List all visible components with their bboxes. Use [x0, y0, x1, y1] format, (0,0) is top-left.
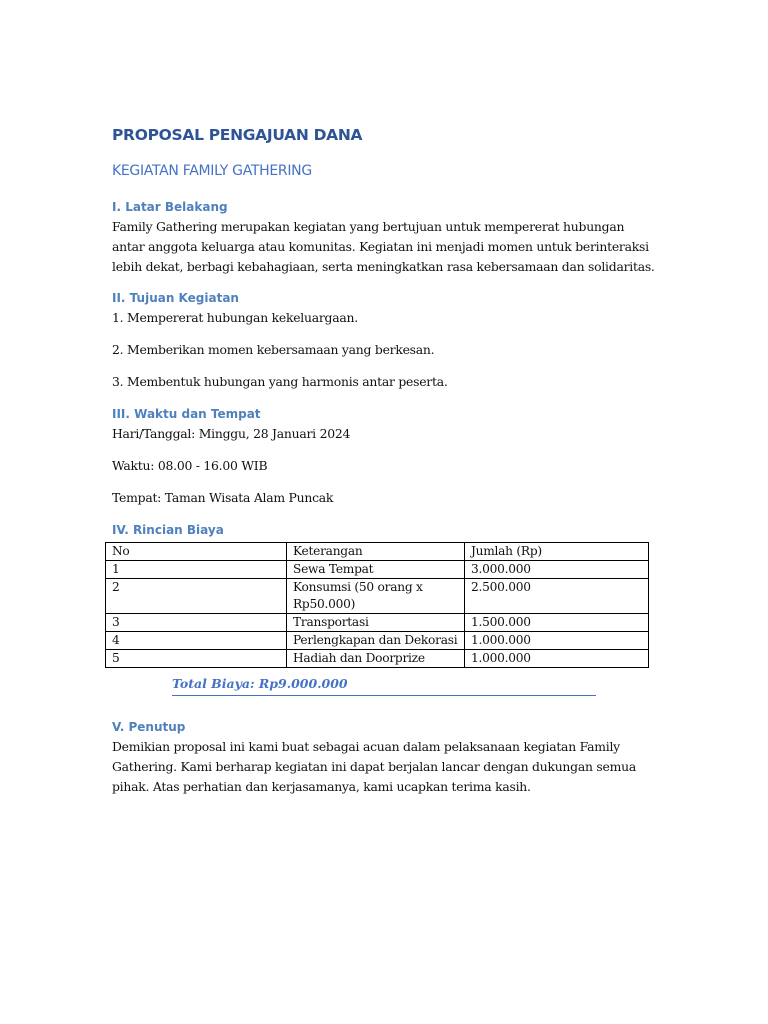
- table-row: [106, 561, 649, 579]
- table-cell: 2.500.000: [464, 579, 648, 614]
- total-cost: Total Biaya: Rp9.000.000: [172, 676, 596, 696]
- section-heading-schedule: III. Waktu dan Tempat: [112, 407, 261, 421]
- table-cell: 1: [106, 561, 287, 579]
- section-heading-closing: V. Penutup: [112, 720, 186, 734]
- table-row: [106, 579, 649, 614]
- table-row: [106, 650, 649, 668]
- table-cell: 4: [106, 632, 287, 650]
- table-cell: 5: [106, 650, 287, 668]
- document-title: PROPOSAL PENGAJUAN DANA: [112, 126, 363, 144]
- table-cell: 3: [106, 614, 287, 632]
- goal-item-2: 2. Memberikan momen kebersamaan yang berkesan.: [112, 342, 435, 357]
- goal-item-1: 1. Mempererat hubungan kekeluargaan.: [112, 310, 358, 325]
- table-header-cell: Keterangan: [287, 543, 465, 561]
- section-heading-costs: IV. Rincian Biaya: [112, 523, 224, 537]
- document-subtitle: KEGIATAN FAMILY GATHERING: [112, 163, 312, 179]
- table-cell: 1.500.000: [464, 614, 648, 632]
- table-cell: 1.000.000: [464, 632, 648, 650]
- table-header-cell: No: [106, 543, 287, 561]
- section-heading-goals: II. Tujuan Kegiatan: [112, 291, 239, 305]
- table-cell: Transportasi: [287, 614, 465, 632]
- section-heading-background: I. Latar Belakang: [112, 200, 228, 214]
- table-cell: Sewa Tempat: [287, 561, 465, 579]
- background-paragraph: Family Gathering merupakan kegiatan yang bertujuan untuk mempererat hubungan antar anggota keluarga atau komunitas. Kegiatan ini menjadi momen untuk berinteraksi lebih dekat, berbagi kebahagiaan, serta meningkatkan rasa kebersamaan dan solidaritas.: [112, 219, 655, 274]
- schedule-date: Hari/Tanggal: Minggu, 28 Januari 2024: [112, 426, 351, 441]
- table-header-row: [106, 543, 649, 561]
- table-header-cell: Jumlah (Rp): [464, 543, 648, 561]
- table-cell: 1.000.000: [464, 650, 648, 668]
- schedule-place: Tempat: Taman Wisata Alam Puncak: [112, 490, 334, 505]
- goal-item-3: 3. Membentuk hubungan yang harmonis antar peserta.: [112, 374, 448, 389]
- table-row: [106, 614, 649, 632]
- table-cell: Konsumsi (50 orang x Rp50.000): [287, 579, 465, 614]
- table-cell: Perlengkapan dan Dekorasi: [287, 632, 465, 650]
- schedule-time: Waktu: 08.00 - 16.00 WIB: [112, 458, 268, 473]
- cost-table: [105, 542, 649, 668]
- table-cell: 3.000.000: [464, 561, 648, 579]
- table-row: [106, 632, 649, 650]
- closing-paragraph: Demikian proposal ini kami buat sebagai acuan dalam pelaksanaan kegiatan Family Gathering. Kami berharap kegiatan ini dapat berjalan lancar dengan dukungan semua pihak. Atas perhatian dan kerjasamanya, kami ucapkan terima kasih.: [112, 739, 636, 794]
- table-cell: 2: [106, 579, 287, 614]
- table-cell: Hadiah dan Doorprize: [287, 650, 465, 668]
